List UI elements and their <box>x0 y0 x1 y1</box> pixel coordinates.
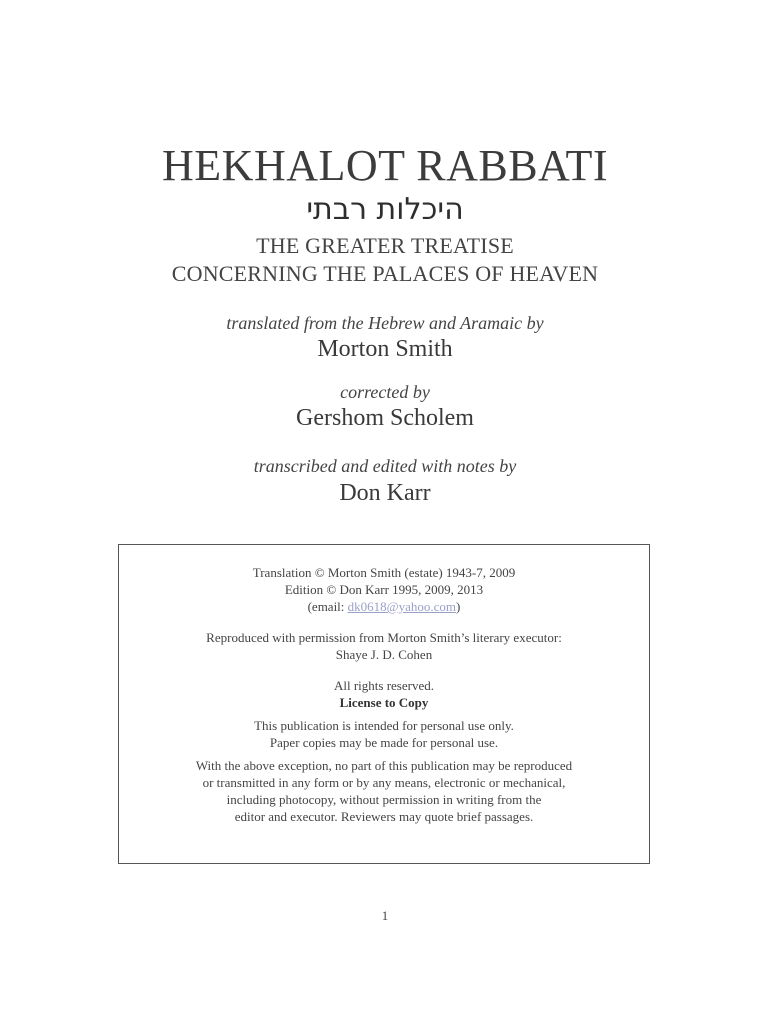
exception-line-1: With the above exception, no part of this publication may be reproduced <box>195 758 573 773</box>
exception-line-4: editor and executor. Reviewers may quote brief passages. <box>234 809 534 824</box>
translated-by-label: translated from the Hebrew and Aramaic by <box>226 313 544 333</box>
translator-name: Morton Smith <box>317 336 453 362</box>
email-suffix: ) <box>456 599 461 614</box>
personal-use-line-2: Paper copies may be made for personal use. <box>269 735 499 750</box>
exception-line-3: including photocopy, without permission in writing from the <box>226 792 542 807</box>
subtitle-line-1: THE GREATER TREATISE <box>256 233 514 258</box>
editor-name: Don Karr <box>339 480 431 506</box>
copyright-box <box>118 544 650 864</box>
personal-use-line-1: This publication is intended for personal use only. <box>254 718 514 733</box>
subtitle-line-2: CONCERNING THE PALACES OF HEAVEN <box>171 261 599 286</box>
corrector-name: Gershom Scholem <box>296 405 474 431</box>
exception-line-2: or transmitted in any form or by any means, electronic or mechanical, <box>202 775 566 790</box>
email-prefix: (email: <box>307 599 348 614</box>
corrected-by-label: corrected by <box>340 382 430 402</box>
permission-line-2: Shaye J. D. Cohen <box>335 647 433 662</box>
edited-by-label: transcribed and edited with notes by <box>253 456 517 476</box>
page-title: HEKHALOT RABBATI <box>162 141 608 190</box>
permission-line-1: Reproduced with permission from Morton Smith’s literary executor: <box>206 630 562 645</box>
license-heading: License to Copy <box>339 695 429 710</box>
rights-reserved: All rights reserved. <box>333 678 434 693</box>
email-link[interactable]: dk0618@yahoo.com <box>347 599 457 614</box>
copyright-translation: Translation © Morton Smith (estate) 1943-7, 2009 <box>252 565 516 580</box>
hebrew-title: היכלות רבתי <box>306 192 464 227</box>
email-line <box>119 599 649 615</box>
page-number: 1 <box>381 908 389 923</box>
copyright-edition: Edition © Don Karr 1995, 2009, 2013 <box>284 582 484 597</box>
